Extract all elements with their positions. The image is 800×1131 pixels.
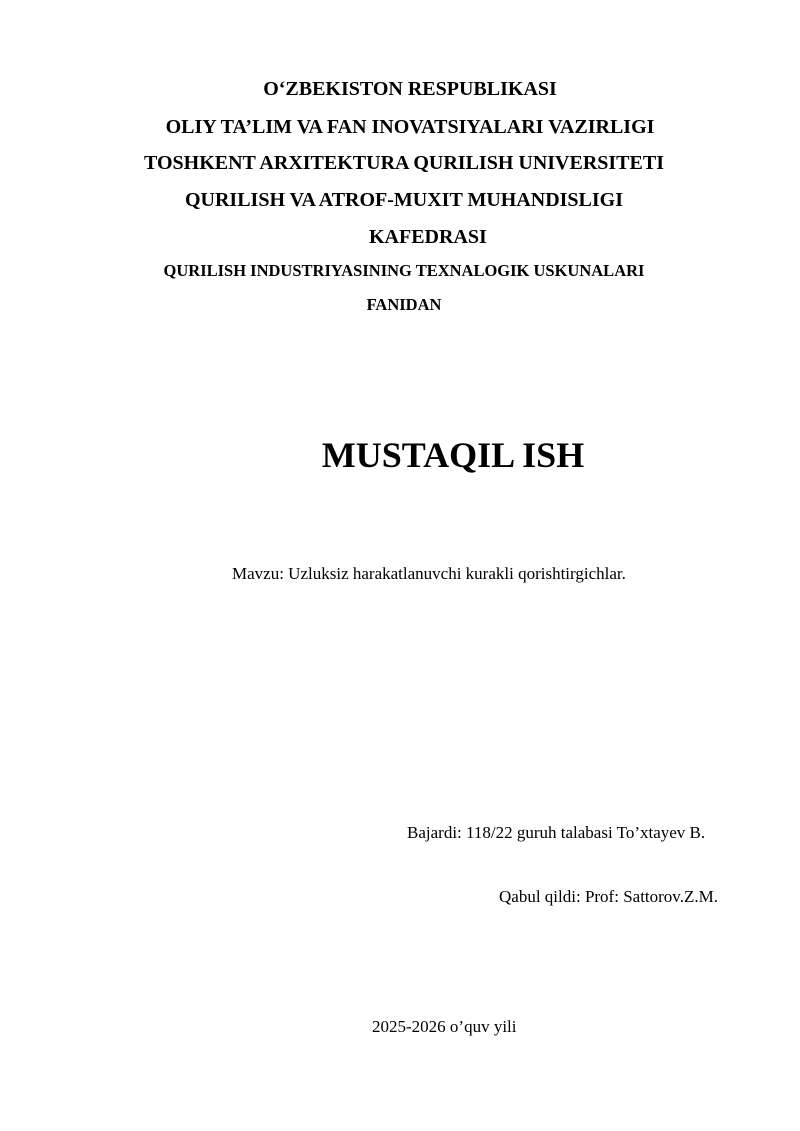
department-heading: QURILISH VA ATROF-MUXIT MUHANDISLIGI: [184, 189, 624, 211]
academic-year-line: 2025-2026 o’quv yili: [372, 1017, 517, 1036]
department-heading-cont: KAFEDRASI: [369, 226, 487, 248]
document-title: MUSTAQIL ISH: [321, 435, 585, 475]
subject-heading-cont: FANIDAN: [366, 295, 442, 314]
performed-by-line: Bajardi: 118/22 guruh talabasi To’xtayev B.: [407, 823, 706, 842]
accepted-by-line: Qabul qildi: Prof: Sattorov.Z.M.: [499, 887, 718, 906]
country-heading: O‘ZBEKISTON RESPUBLIKASI: [263, 78, 557, 100]
ministry-heading: OLIY TA’LIM VA FAN INOVATSIYALARI VAZIRLIGI: [165, 116, 655, 138]
university-heading: TOSHKENT ARXITEKTURA QURILISH UNIVERSITETI: [144, 152, 664, 174]
topic-line: Mavzu: Uzluksiz harakatlanuvchi kurakli qorishtirgichlar.: [232, 564, 626, 583]
subject-heading: QURILISH INDUSTRIYASINING TEXNALOGIK USKUNALARI: [163, 261, 645, 280]
